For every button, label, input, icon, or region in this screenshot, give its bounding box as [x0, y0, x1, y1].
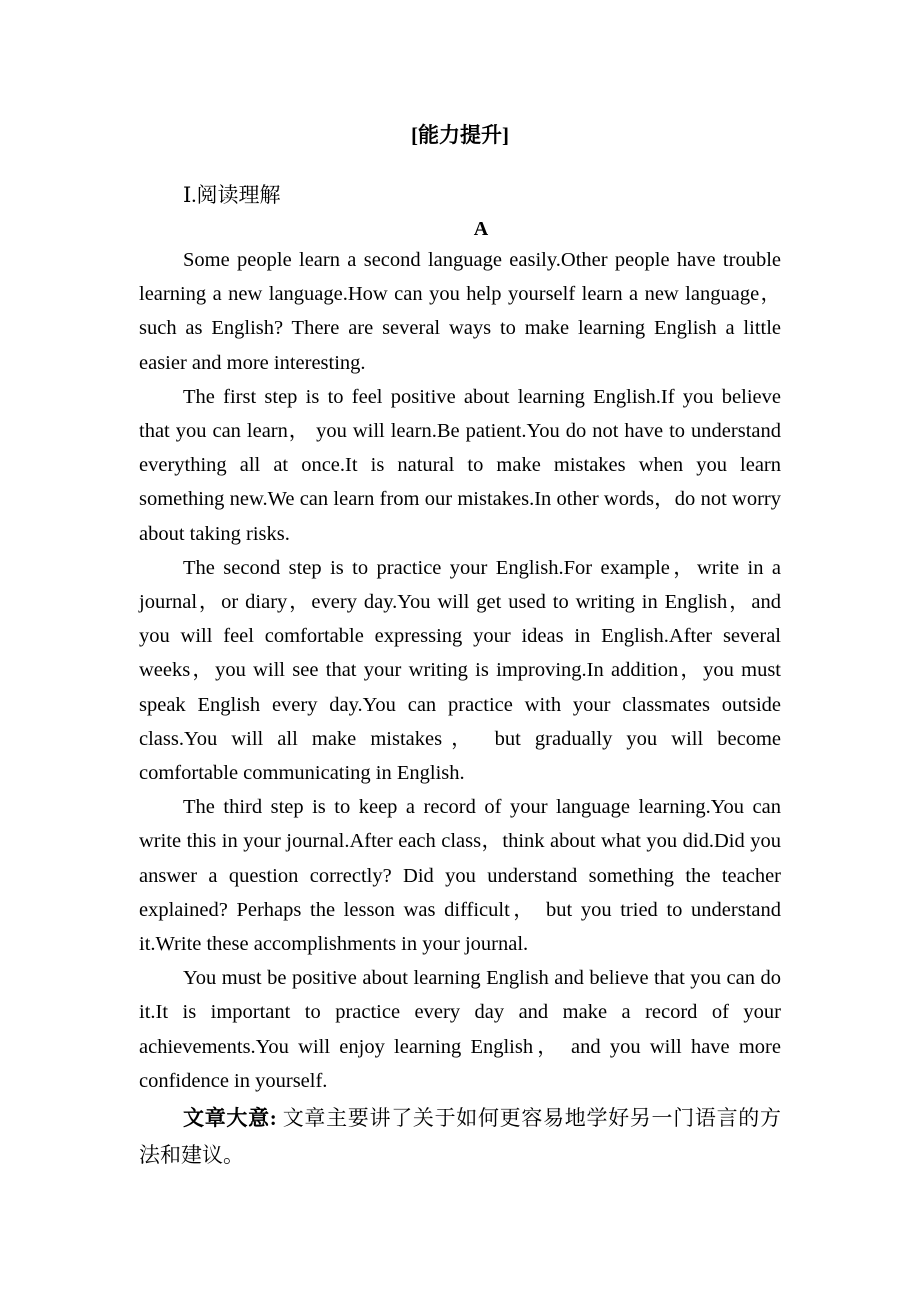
passage-body — [139, 243, 781, 1174]
summary-label: 文章大意: — [183, 1106, 277, 1131]
paragraph-1: Some people learn a second language easily.Other people have trouble learning a new language.How can you help yourself learn a new language， such as English? There are several ways to make learning English a little easier and more interesting. — [139, 249, 781, 374]
section-title: [能力提升] — [411, 123, 509, 147]
paragraph-2: The first step is to feel positive about learning English.If you believe that you can learn， you will learn.Be patient.You do not have to understand everything all at once.It is natural to make mistakes when you learn something new.We can learn from our mistakes.In other words，do not worry about taking risks. — [139, 385, 781, 545]
summary-text: 文章主要讲了关于如何更容易地学好另一门语言的方法和建议。 — [139, 1106, 782, 1168]
passage-label: A — [473, 218, 489, 240]
paragraph-4: The third step is to keep a record of your language learning.You can write this in your journal.After each class，think about what you did.Did you answer a question correctly? Did you understand something the teacher explained? Perhaps the lesson was difficult， but you tried to understand it.Write these accomplishments in your journal. — [139, 796, 781, 956]
paragraph-5: You must be positive about learning English and believe that you can do it.It is important to practice every day and make a record of your achievements.You will enjoy learning English， and you will have more confidence in yourself. — [139, 967, 781, 1092]
paragraph-3: The second step is to practice your English.For example，write in a journal，or diary，every day.You will get used to writing in English，and you will feel comfortable expressing your ideas in English.After several weeks，you will see that your writing is improving.In addition，you must speak English every day.You can practice with your classmates outside class.You will all make mistakes， but gradually you will become comfortable communicating in English. — [139, 556, 781, 785]
part-heading: Ⅰ.阅读理解 — [183, 183, 281, 207]
summary — [139, 1100, 781, 1174]
